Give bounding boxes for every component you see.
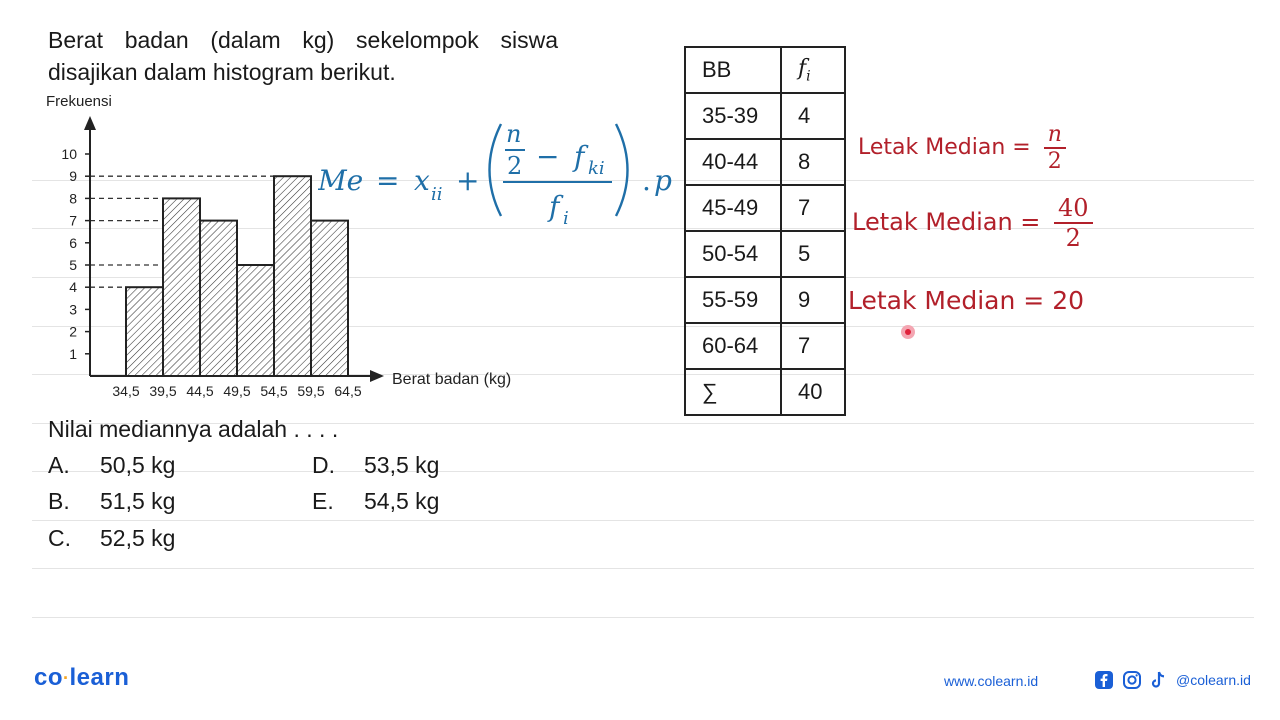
formula-f: f <box>574 140 585 173</box>
y-tick-label: 6 <box>69 234 77 251</box>
website-link[interactable]: www.colearn.id <box>944 673 1039 689</box>
histogram-bar <box>311 221 348 376</box>
option-key: B. <box>48 488 70 514</box>
table-cell-f: 5 <box>781 231 845 277</box>
fraction-denominator: 2 <box>1065 224 1081 252</box>
x-axis-arrow <box>370 370 384 382</box>
formula-x-subscript: ii <box>431 184 443 205</box>
option-key: C. <box>48 525 71 551</box>
table-cell-bb: 60-64 <box>685 323 781 369</box>
fraction-numerator: 40 <box>1054 194 1093 224</box>
y-tick-label: 1 <box>69 345 77 362</box>
option-c[interactable] <box>48 525 175 552</box>
median-position-label: Letak Median <box>848 286 1016 315</box>
table-row <box>685 323 845 369</box>
median-position-value: 20 <box>1052 286 1085 315</box>
histogram-bar <box>126 287 163 376</box>
formula-f-subscript-ki: ki <box>588 158 605 179</box>
formula-equals: = <box>376 164 400 197</box>
y-tick-label: 3 <box>69 301 77 318</box>
table-row <box>685 231 845 277</box>
social-handle[interactable]: @colearn.id <box>1176 672 1251 688</box>
option-key: D. <box>312 452 335 478</box>
y-tick-label: 10 <box>61 146 77 162</box>
option-b[interactable] <box>48 488 175 515</box>
table-cell-bb: 55-59 <box>685 277 781 323</box>
formula-x: x <box>414 164 430 197</box>
table-cell-bb: 35-39 <box>685 93 781 139</box>
formula-two: 2 <box>507 152 523 180</box>
histogram-bar <box>274 176 311 376</box>
median-position-label: Letak Median <box>858 135 1006 160</box>
table-total-row <box>685 369 845 415</box>
y-axis-label: Frekuensi <box>46 93 112 110</box>
table-total-value: 40 <box>781 369 845 415</box>
y-tick-label: 7 <box>69 212 77 229</box>
formula-minus: − <box>536 140 560 173</box>
median-position-line-1: Letak Median = $\frac{n}{2}$ <box>858 122 1066 174</box>
table-cell-f: 7 <box>781 185 845 231</box>
formula-fi: f <box>549 190 560 223</box>
y-tick-label: 4 <box>69 279 77 296</box>
formula-n: n <box>506 120 522 148</box>
median-formula <box>318 112 680 228</box>
option-value: 50,5 kg <box>100 452 176 478</box>
table-header-row <box>685 47 845 93</box>
instagram-icon[interactable] <box>1122 670 1142 690</box>
table-cell-bb: 45-49 <box>685 185 781 231</box>
formula-dot: . <box>642 164 651 197</box>
table-header-f-letter: f <box>798 56 807 82</box>
table-cell-f: 8 <box>781 139 845 185</box>
table-total-label: ∑ <box>685 369 781 415</box>
fraction-numerator: n <box>1044 122 1066 149</box>
histogram-bar <box>163 198 200 376</box>
option-value: 52,5 kg <box>100 525 176 551</box>
facebook-icon[interactable] <box>1094 670 1114 690</box>
option-d[interactable] <box>312 452 439 479</box>
median-position-fraction-1 <box>1044 122 1066 174</box>
formula-left-paren <box>490 124 502 216</box>
x-tick-label: 59,5 <box>297 383 325 399</box>
problem-statement: Berat badan (dalam kg) sekelompok siswa disajikan dalam histogram berikut. <box>48 27 558 85</box>
table-row <box>685 139 845 185</box>
median-position-line-2: Letak Median = $\frac{40}{2}$ <box>852 194 1093 252</box>
option-a[interactable] <box>48 452 175 479</box>
histogram-bar <box>200 221 237 376</box>
option-value: 53,5 kg <box>364 452 440 478</box>
table-row <box>685 185 845 231</box>
table-cell-f: 9 <box>781 277 845 323</box>
question-text: Nilai mediannya adalah . . . . <box>48 416 339 442</box>
y-tick-label: 9 <box>69 168 77 185</box>
table-cell-bb: 40-44 <box>685 139 781 185</box>
table-header-f <box>781 47 845 93</box>
x-axis-label: Berat badan (kg) <box>392 371 512 388</box>
x-tick-label: 44,5 <box>186 383 214 399</box>
formula-lhs: Me <box>318 164 364 197</box>
x-tick-label: 49,5 <box>223 383 251 399</box>
table-row <box>685 277 845 323</box>
formula-right-paren <box>616 124 628 216</box>
x-tick-label: 64,5 <box>334 383 362 399</box>
option-key: A. <box>48 452 70 478</box>
logo-text-right: learn <box>69 664 130 691</box>
median-position-fraction-2 <box>1054 194 1093 252</box>
fraction-denominator: 2 <box>1047 149 1062 174</box>
table-cell-f: 4 <box>781 93 845 139</box>
logo-text-left: co <box>34 664 64 691</box>
y-tick-label: 8 <box>69 190 77 207</box>
pointer-dot-icon <box>901 325 915 339</box>
table-header-bb: BB <box>685 47 781 93</box>
option-value: 54,5 kg <box>364 488 440 514</box>
formula-fi-subscript: i <box>563 208 569 228</box>
table-row <box>685 93 845 139</box>
y-axis-arrow <box>84 116 96 130</box>
median-position-line-3: Letak Median = 20 <box>848 286 1085 315</box>
formula-p: p <box>654 164 672 197</box>
frequency-table <box>684 46 846 416</box>
option-value: 51,5 kg <box>100 488 176 514</box>
table-cell-f: 7 <box>781 323 845 369</box>
y-tick-label: 5 <box>69 257 77 273</box>
x-tick-label: 39,5 <box>149 383 177 399</box>
median-position-label: Letak Median <box>852 208 1013 236</box>
social-links <box>1094 670 1251 690</box>
formula-plus: + <box>456 164 480 197</box>
x-tick-label: 54,5 <box>260 383 288 399</box>
logo-dot-icon: · <box>63 668 70 689</box>
table-cell-bb: 50-54 <box>685 231 781 277</box>
y-tick-label: 2 <box>69 323 77 340</box>
colearn-logo[interactable] <box>34 664 129 692</box>
option-key: E. <box>312 488 334 514</box>
x-tick-label: 34,5 <box>112 383 140 399</box>
histogram-bar <box>237 265 274 376</box>
table-header-f-subscript: i <box>806 68 811 85</box>
tiktok-icon[interactable] <box>1150 670 1168 690</box>
option-e[interactable] <box>312 488 439 515</box>
